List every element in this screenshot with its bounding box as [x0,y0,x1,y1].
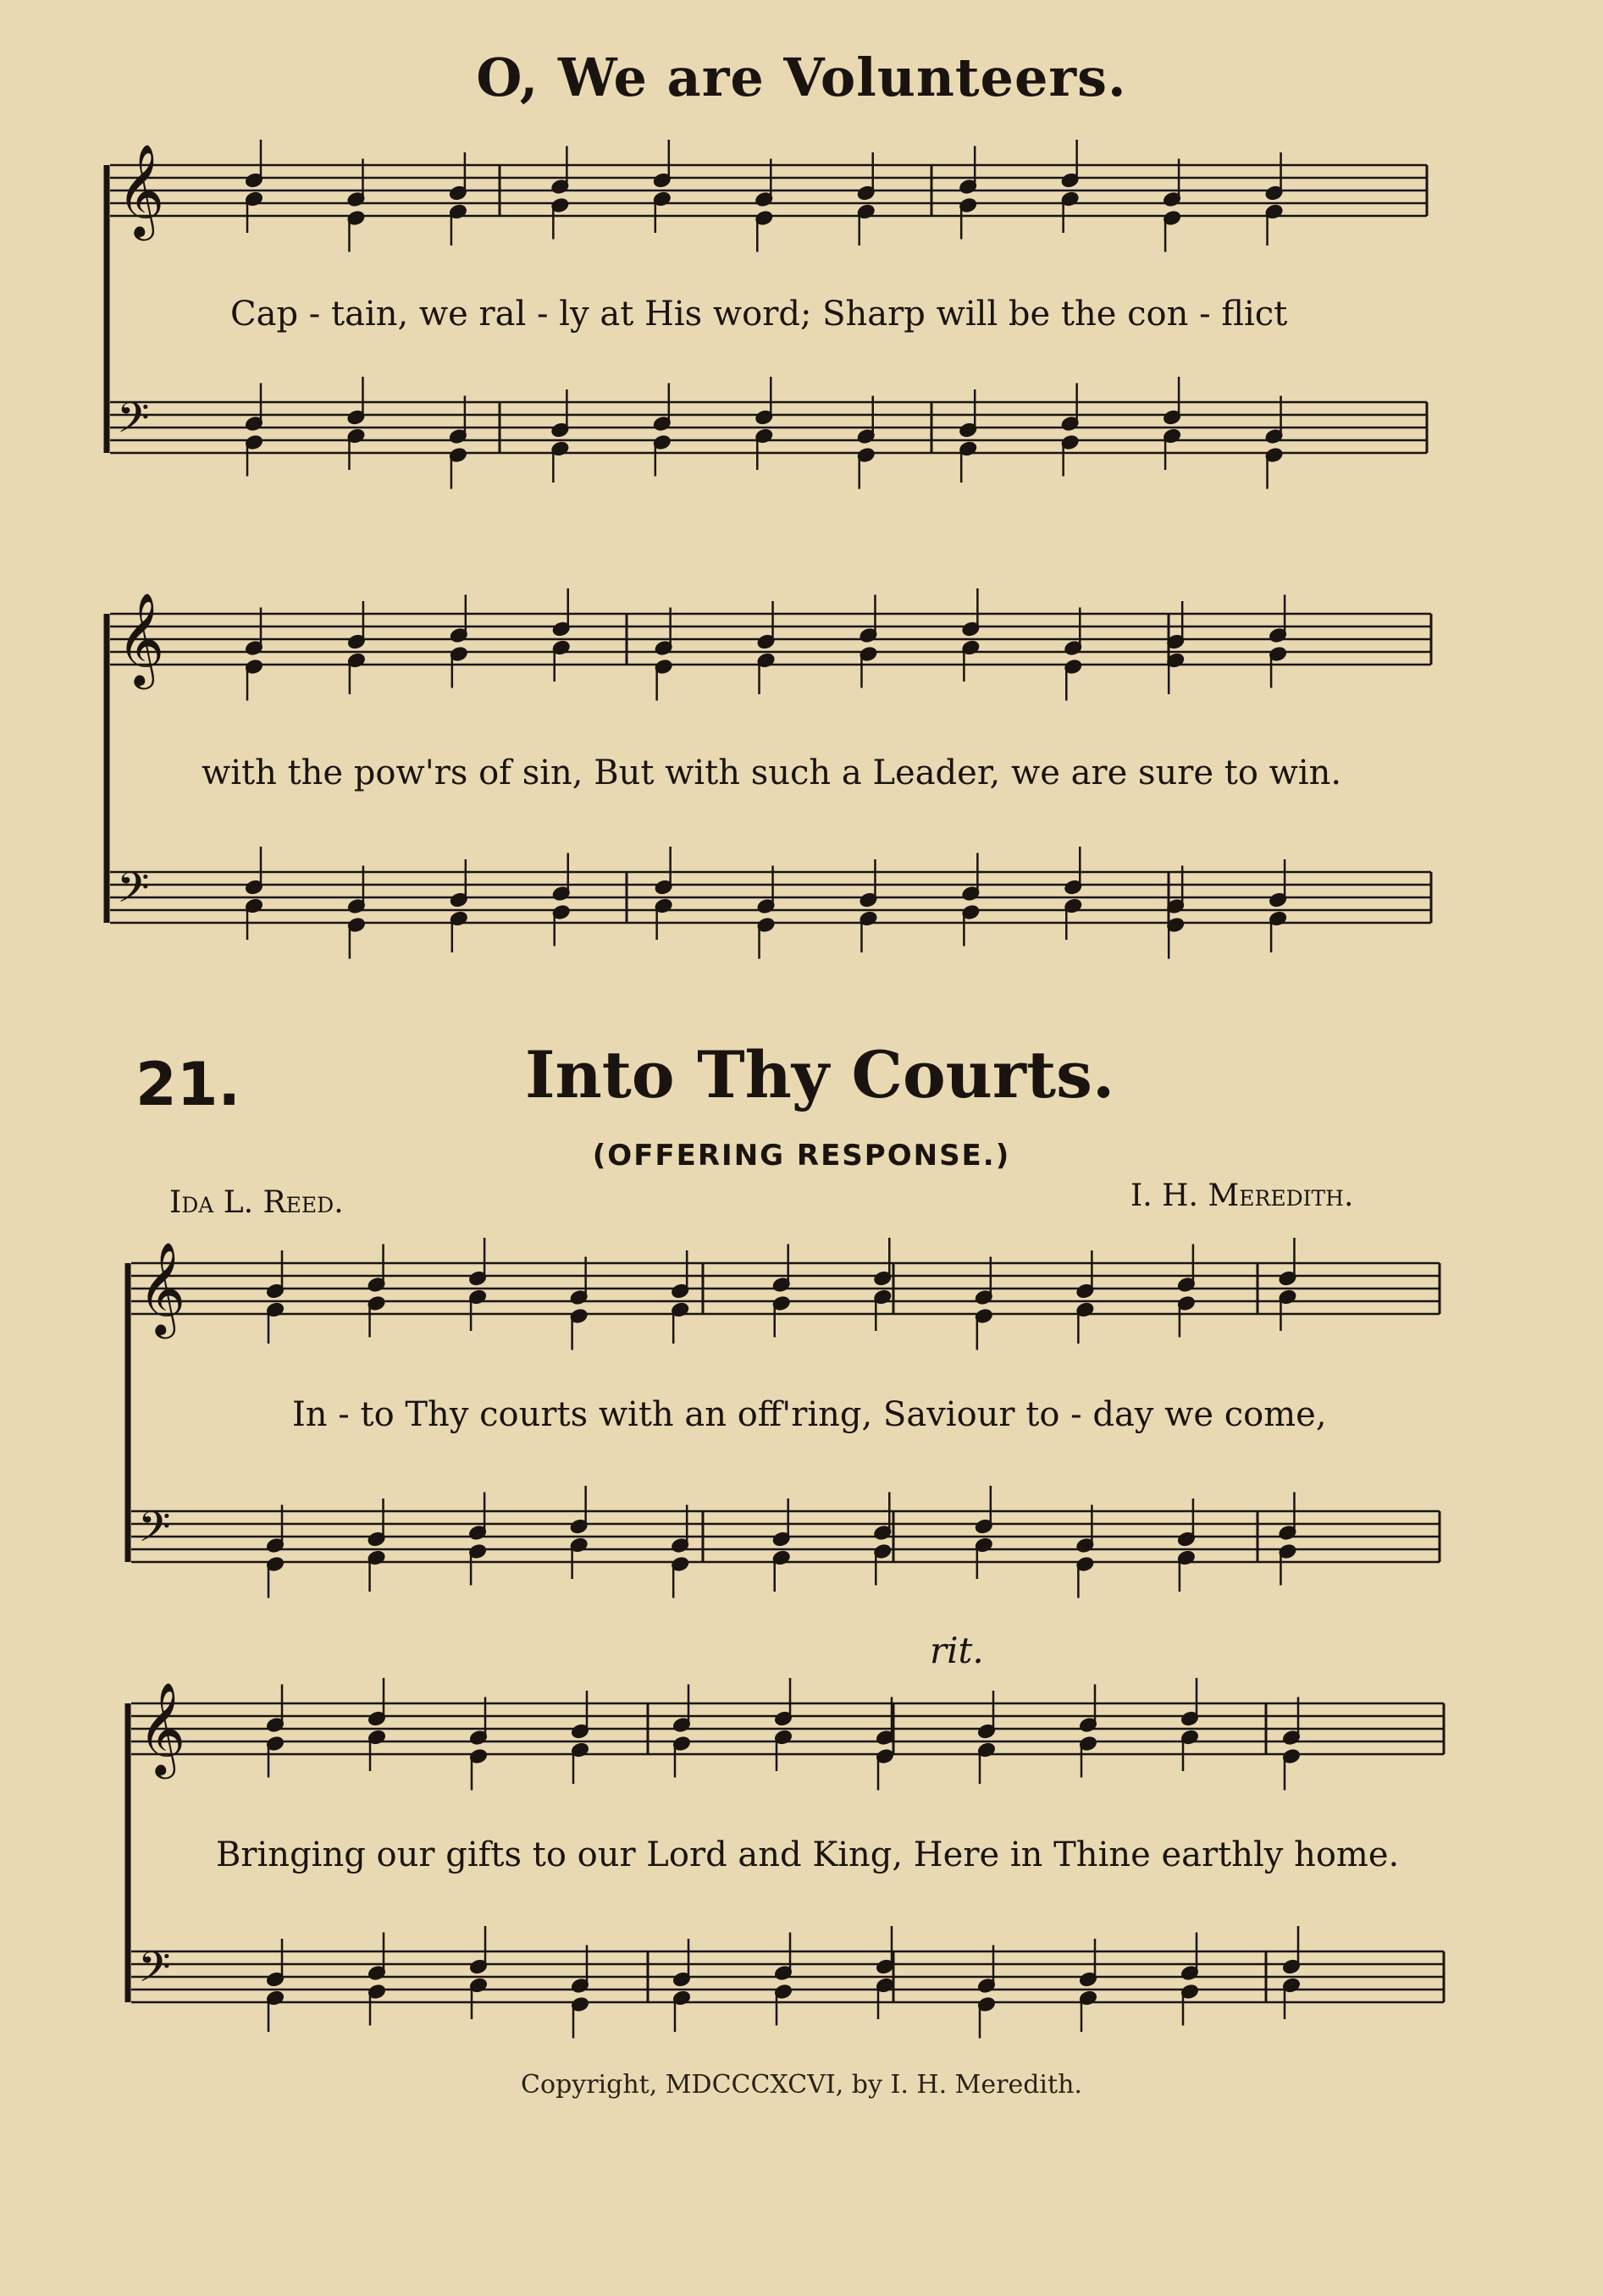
bass-clef-icon: 𝄢 [138,1943,171,2002]
composer-credit: I. H. Meredith. [1130,1178,1354,1213]
hymn-number: 21. [135,1050,241,1119]
bass-clef-icon: 𝄢 [117,864,150,923]
hymn-title-volunteers: O, We are Volunteers. [476,47,1127,108]
lyrics-volunteers-line-1: Cap - tain, we ral - ly at His word; Sharp will be the con - flict [230,295,1288,334]
lyrics-courts-line-2: Bringing our gifts to our Lord and King, Here in Thine earthly home. [216,1835,1400,1874]
lyrics-volunteers-line-2: with the pow'rs of sin, But with such a Leader, we are sure to win. [202,753,1342,792]
treble-clef-icon: 𝄞 [117,144,165,237]
hymn-subtitle: (OFFERING RESPONSE.) [592,1139,1011,1173]
treble-clef-icon: 𝄞 [117,593,165,686]
treble-clef-icon: 𝄞 [138,1682,186,1775]
hymn-title: Into Thy Courts. [525,1037,1115,1112]
lyrics-courts-line-1: In - to Thy courts with an off'ring, Saviour to - day we come, [292,1395,1327,1434]
tempo-marking: rit. [930,1630,984,1671]
staff-lines [110,165,1444,2002]
treble-clef-icon: 𝄞 [138,1242,186,1335]
bass-clef-icon: 𝄢 [117,394,150,453]
bass-clef-icon: 𝄢 [138,1503,171,1562]
copyright-notice: Copyright, MDCCCXCVI, by I. H. Meredith. [521,2070,1082,2100]
lyricist-credit: Ida L. Reed. [169,1185,344,1220]
